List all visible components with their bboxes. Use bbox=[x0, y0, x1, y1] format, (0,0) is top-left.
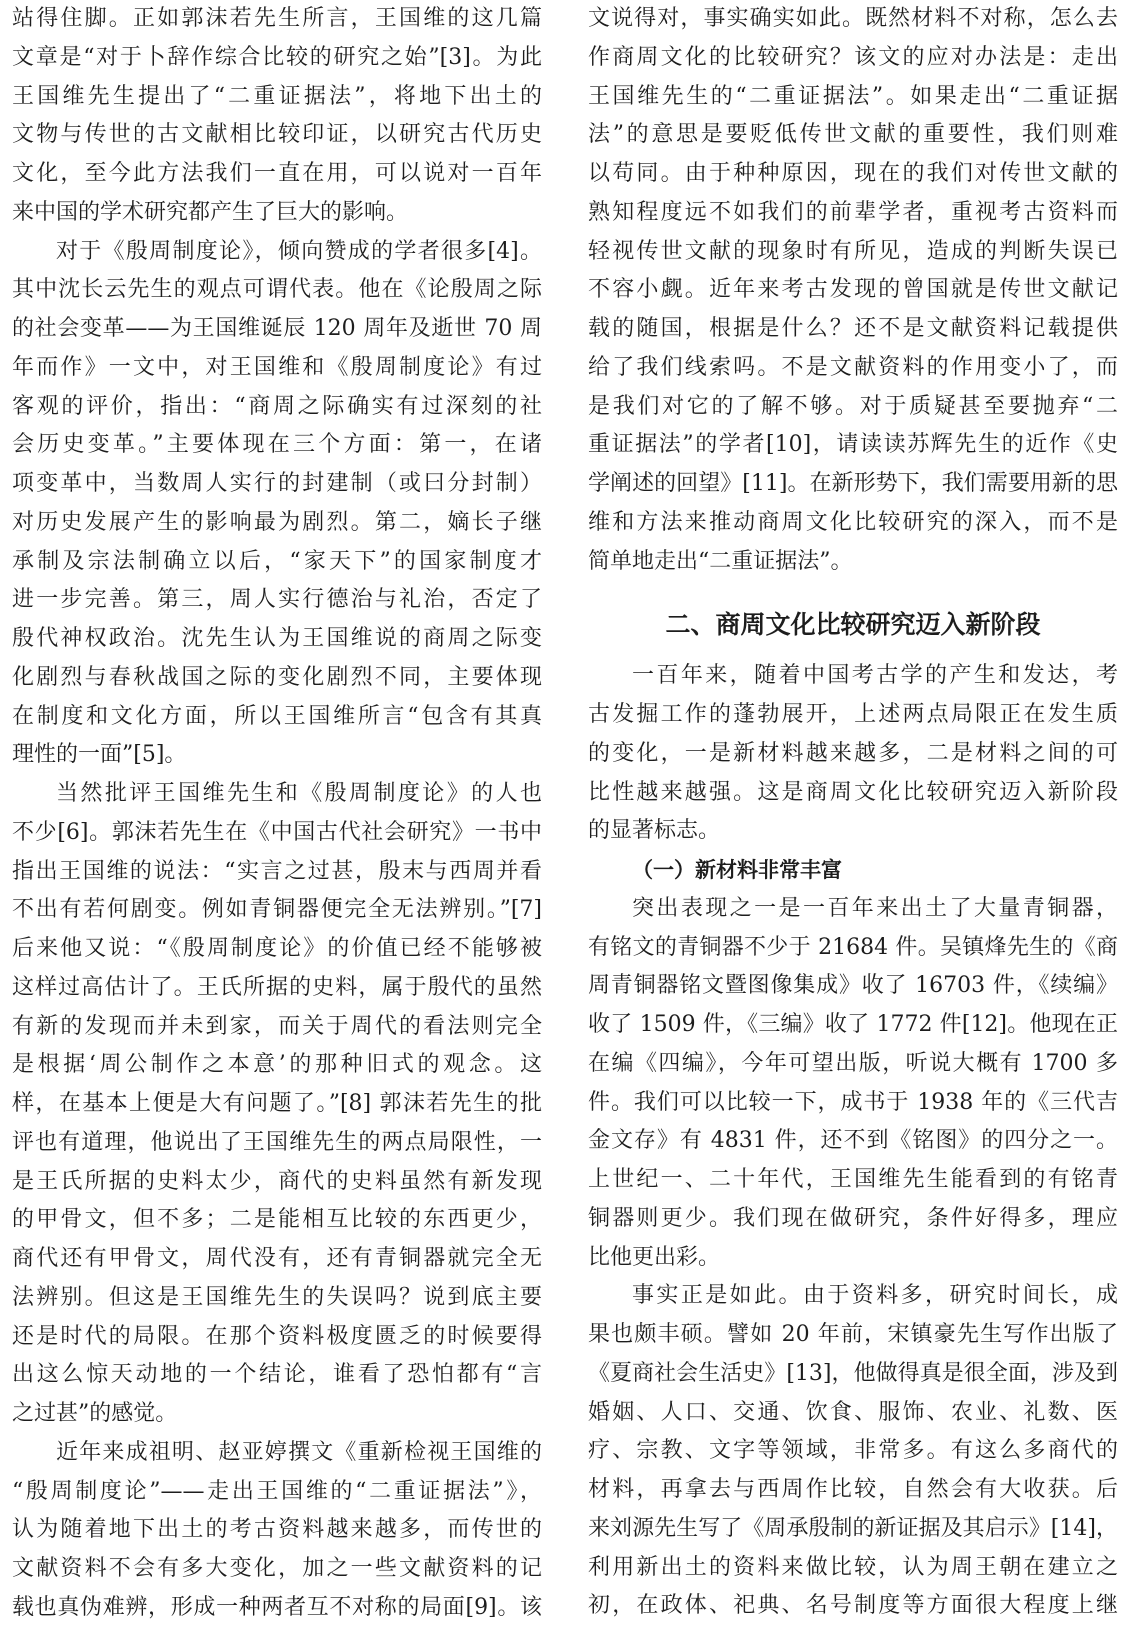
text-line: 事实正是如此。由于资料多，研究时间长，成 bbox=[632, 1283, 1118, 1309]
text-line: 不少[6]。郭沫若先生在《中国古代社会研究》一书中 bbox=[12, 819, 542, 845]
text-line: 化剧烈与春秋战国之际的变化剧烈不同，主要体现 bbox=[12, 664, 542, 690]
text-line: “殷周制度论”——走出王国维的“二重证据法”》， bbox=[12, 1478, 542, 1504]
text-line: 的变化，一是新材料越来越多，二是材料之间的可 bbox=[588, 740, 1118, 766]
text-line: 文化，至今此方法我们一直在用，可以说对一百年 bbox=[12, 161, 542, 186]
text-line: 金文存》有 4831 件，还不到《铭图》的四分之一。 bbox=[588, 1128, 1118, 1154]
text-line: 文章是“对于卜辞作综合比较的研究之始”[3]。为此 bbox=[12, 44, 542, 70]
left-column bbox=[12, 0, 542, 1628]
text-line: 会历史变革。”主要体现在三个方面：第一，在诸 bbox=[12, 432, 542, 458]
text-line: 铜器则更少。我们现在做研究，条件好得多，理应 bbox=[588, 1205, 1118, 1231]
text-line: 一百年来，随着中国考古学的产生和发达，考 bbox=[632, 663, 1118, 689]
text-line: 收了 1509 件，《三编》收了 1772 件[12]。他现在正 bbox=[588, 1012, 1118, 1037]
text-line: 不出有若何剧变。例如青铜器便完全无法辨别。”[7] bbox=[12, 897, 542, 923]
text-line: 是根据‘周公制作之本意’的那种旧式的观念。这 bbox=[12, 1052, 542, 1078]
text-line: 年而作》一文中，对王国维和《殷周制度论》有过 bbox=[12, 354, 542, 380]
text-line: 轻视传世文献的现象时有所见，造成的判断失误已 bbox=[588, 238, 1118, 264]
text-line: 进一步完善。第三，周人实行德治与礼治，否定了 bbox=[12, 587, 542, 613]
text-line: 作商周文化的比较研究？该文的应对办法是：走出 bbox=[588, 44, 1118, 70]
text-line: 的社会变革——为王国维诞辰 120 周年及逝世 70 周 bbox=[12, 316, 542, 341]
text-line: 殷代神权政治。沈先生认为王国维说的商周之际变 bbox=[12, 626, 542, 651]
text-line: 法辨别。但这是王国维先生的失误吗？说到底主要 bbox=[12, 1284, 542, 1310]
text-line: 在制度和文化方面，所以王国维所言“包含有其真 bbox=[12, 703, 542, 729]
text-line: 不容小觑。近年来考古发现的曾国就是传世文献记 bbox=[588, 277, 1118, 303]
right-column bbox=[588, 0, 1118, 1626]
text-line: 上世纪一、二十年代，王国维先生能看到的有铭青 bbox=[588, 1167, 1118, 1192]
text-line: 周青铜器铭文暨图像集成》收了 16703 件，《续编》 bbox=[588, 973, 1118, 999]
text-line: 王国维先生的“二重证据法”。如果走出“二重证据 bbox=[588, 83, 1118, 109]
text-line: 商代还有甲骨文，周代没有，还有青铜器就完全无 bbox=[12, 1246, 542, 1271]
text-line: 来刘源先生写了《周承殷制的新证据及其启示》[14]， bbox=[588, 1515, 1118, 1541]
text-line: 初，在政体、祀典、名号制度等方面很大程度上继 bbox=[588, 1593, 1118, 1619]
text-line: 之过甚”的感觉。 bbox=[12, 1401, 178, 1426]
text-line: 法”的意思是要贬低传世文献的重要性，我们则难 bbox=[588, 122, 1118, 148]
text-line: 利用新出土的资料来做比较，认为周王朝在建立之 bbox=[588, 1554, 1118, 1580]
text-line: 果也颇丰硕。譬如 20 年前，宋镇豪先生写作出版了 bbox=[588, 1322, 1118, 1347]
text-line: 学阐述的回望》[11]。在新形势下，我们需要用新的思 bbox=[588, 471, 1118, 496]
text-line: 的显著标志。 bbox=[588, 818, 721, 844]
subsection-heading: （一）新材料非常丰富 bbox=[632, 858, 842, 882]
text-line: 以苟同。由于种种原因，现在的我们对传世文献的 bbox=[588, 161, 1118, 186]
text-line: 客观的评价，指出：“商周之际确实有过深刻的社 bbox=[12, 393, 542, 419]
text-line: 文献资料不会有多大变化，加之一些文献资料的记 bbox=[12, 1556, 542, 1581]
text-line: 有新的发现而并未到家，而关于周代的看法则完全 bbox=[12, 1013, 542, 1039]
text-line: 给了我们线索吗。不是文献资料的作用变小了，而 bbox=[588, 354, 1118, 380]
text-line: 站得住脚。正如郭沫若先生所言，王国维的这几篇 bbox=[12, 6, 542, 31]
text-line: 古发掘工作的蓬勃展开，上述两点局限正在发生质 bbox=[588, 702, 1118, 727]
text-line: 对于《殷周制度论》，倾向赞成的学者很多[4]。 bbox=[56, 238, 542, 264]
text-line: 疗、宗教、文字等领域，非常多。有这么多商代的 bbox=[588, 1438, 1118, 1464]
text-line: 后来他又说：“《殷周制度论》的价值已经不能够被 bbox=[12, 936, 542, 961]
text-line: 理性的一面”[5]。 bbox=[12, 742, 187, 768]
text-line: 认为随着地下出土的考古资料越来越多，而传世的 bbox=[12, 1517, 542, 1543]
section-heading: 二、商周文化比较研究迈入新阶段 bbox=[665, 610, 1041, 640]
text-line: 是王氏所据的史料太少，商代的史料虽然有新发现 bbox=[12, 1168, 542, 1194]
text-line: 王国维先生提出了“二重证据法”，将地下出土的 bbox=[12, 83, 542, 109]
text-line: 突出表现之一是一百年来出土了大量青铜器， bbox=[632, 895, 1118, 921]
text-line: 载的随国，根据是什么？还不是文献资料记载提供 bbox=[588, 316, 1118, 341]
text-line: 在编《四编》，今年可望出版，听说大概有 1700 多 bbox=[588, 1050, 1118, 1076]
text-line: 文物与传世的古文献相比较印证，以研究古代历史 bbox=[12, 122, 542, 148]
text-line: 材料，再拿去与西周作比较，自然会有大收获。后 bbox=[588, 1477, 1118, 1502]
text-line: 维和方法来推动商周文化比较研究的深入，而不是 bbox=[588, 509, 1118, 535]
text-line: 其中沈长云先生的观点可谓代表。他在《论殷周之际 bbox=[12, 277, 542, 303]
text-line: 的甲骨文，但不多；二是能相互比较的东西更少， bbox=[12, 1207, 542, 1233]
text-line: 文说得对，事实确实如此。既然材料不对称，怎么去 bbox=[588, 6, 1118, 31]
text-line: 出这么惊天动地的一个结论，谁看了恐怕都有“言 bbox=[12, 1362, 542, 1388]
text-line: 样，在基本上便是大有问题了。”[8] 郭沫若先生的批 bbox=[12, 1091, 542, 1116]
text-line: 婚姻、人口、交通、饮食、服饰、农业、礼数、医 bbox=[588, 1399, 1118, 1425]
text-line: 《夏商社会生活史》[13]，他做得真是很全面，涉及到 bbox=[588, 1360, 1118, 1386]
text-line: 对历史发展产生的影响最为剧烈。第二，嫡长子继 bbox=[12, 509, 542, 535]
text-line: 简单地走出“二重证据法”。 bbox=[588, 548, 853, 574]
text-line: 当然批评王国维先生和《殷周制度论》的人也 bbox=[56, 781, 542, 806]
text-line: 还是时代的局限。在那个资料极度匮乏的时候要得 bbox=[12, 1323, 542, 1349]
text-line: 指出王国维的说法：“实言之过甚，殷末与西周并看 bbox=[12, 858, 542, 884]
text-line: 评也有道理，他说出了王国维先生的两点局限性，一 bbox=[12, 1129, 542, 1155]
text-line: 近年来成祖明、赵亚婷撰文《重新检视王国维的 bbox=[56, 1439, 542, 1465]
text-line: 载也真伪难辨，形成一种两者互不对称的局面[9]。该 bbox=[12, 1594, 542, 1620]
text-line: 重证据法”的学者[10]，请读读苏辉先生的近作《史 bbox=[588, 432, 1118, 458]
text-line: 件。我们可以比较一下，成书于 1938 年的《三代吉 bbox=[588, 1089, 1118, 1115]
text-line: 来中国的学术研究都产生了巨大的影响。 bbox=[12, 199, 409, 225]
text-line: 比性越来越强。这是商周文化比较研究迈入新阶段 bbox=[588, 779, 1118, 805]
text-line: 熟知程度远不如我们的前辈学者，重视考古资料而 bbox=[588, 199, 1118, 225]
text-line: 是我们对它的了解不够。对于质疑甚至要抛弃“二 bbox=[588, 393, 1118, 419]
text-line: 承制及宗法制确立以后，“家天下”的国家制度才 bbox=[12, 548, 542, 574]
text-line: 这样过高估计了。王氏所据的史料，属于殷代的虽然 bbox=[12, 974, 542, 1000]
text-line: 项变革中，当数周人实行的封建制（或曰分封制） bbox=[12, 471, 542, 496]
text-line: 比他更出彩。 bbox=[588, 1244, 721, 1270]
text-line: 有铭文的青铜器不少于 21684 件。吴镇烽先生的《商 bbox=[588, 934, 1118, 960]
